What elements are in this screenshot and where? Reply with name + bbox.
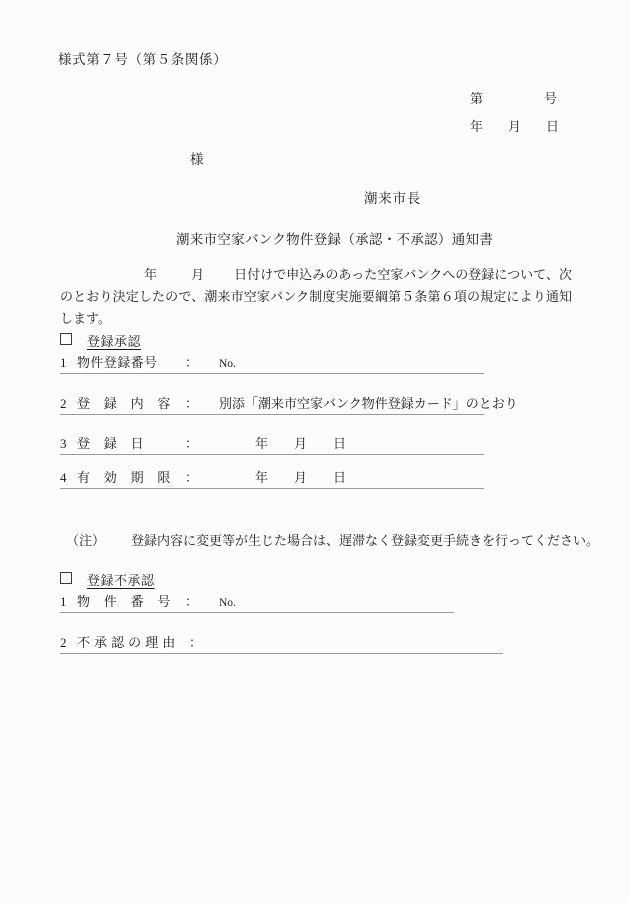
note-text: 登録内容に変更等が生じた場合は、遅滞なく登録変更手続きを行ってください。: [131, 533, 600, 548]
date-year-label: 年: [470, 119, 484, 134]
document-date-row: [470, 116, 576, 135]
body-paragraph: [60, 264, 572, 330]
addressee-suffix: 様: [190, 152, 204, 167]
rejected-item-1-label: 物 件 番 号: [77, 594, 171, 609]
date-month-label: 月: [508, 119, 522, 134]
approved-item-1-index: 1: [60, 355, 67, 370]
rejected-item-2-index: 2: [60, 635, 67, 650]
rejected-item-1: [60, 591, 454, 613]
approved-item-2-label: 登 録 内 容: [77, 396, 171, 411]
document-number-label: 第: [470, 91, 484, 106]
rejected-item-2: [60, 632, 503, 654]
approved-item-4-value: 年 月 日: [255, 470, 347, 485]
rejected-item-1-colon: ：: [185, 594, 199, 609]
note-line: [66, 530, 599, 549]
approved-item-1: [60, 352, 484, 374]
document-number-row: 第 号: [470, 88, 576, 107]
approved-item-3-value: 年 月 日: [255, 436, 347, 451]
approved-item-4-colon: ：: [185, 470, 199, 485]
approved-item-3-label: 登 録 日: [77, 436, 145, 451]
approved-heading-label: 登録承認: [87, 334, 142, 349]
approved-item-4-index: 4: [60, 470, 67, 485]
approved-item-1-colon: ：: [185, 355, 199, 370]
approved-item-2-value: 別添「潮来市空家バンク物件登録カード」のとおり: [219, 396, 518, 411]
approved-item-2-colon: ：: [185, 396, 199, 411]
date-day-label: 日: [546, 119, 560, 134]
document-title: 潮来市空家バンク物件登録（承認・不承認）通知書: [176, 232, 494, 247]
approved-section-heading: [60, 331, 141, 350]
approved-item-3-colon: ：: [185, 436, 199, 451]
body-text-part2: 決定したので、潮来市空家バンク制度実施要綱第５条第６項の規定により通知します。: [60, 289, 572, 326]
approved-item-2: [60, 393, 518, 415]
rejected-item-2-label: 不 承 認 の 理 由: [77, 635, 176, 650]
note-marker: （注）: [66, 533, 106, 548]
document-number-block: [470, 88, 576, 135]
approved-item-4-label: 有 効 期 限: [77, 470, 171, 485]
approved-item-3: [60, 433, 484, 455]
issuer-name: 潮来市長: [364, 191, 422, 206]
rejected-item-2-colon: ：: [189, 635, 203, 650]
approved-item-3-index: 3: [60, 436, 67, 451]
rejected-item-1-value: No.: [219, 597, 236, 609]
body-text-part1: 日付けで申込みのあった空家バンクへの登録について、次のとおり: [60, 267, 572, 304]
rejected-heading-label: 登録不承認: [87, 573, 155, 588]
form-number: 様式第７号（第５条関係）: [58, 52, 228, 67]
approved-item-2-index: 2: [60, 396, 67, 411]
approved-item-4: [60, 467, 484, 489]
rejected-section-heading: [60, 570, 155, 589]
body-date-month: 月: [191, 267, 205, 282]
checkbox-rejected[interactable]: [60, 572, 72, 584]
approved-item-1-value: No.: [219, 358, 236, 370]
checkbox-approved[interactable]: [60, 333, 72, 345]
body-date-year: 年: [144, 267, 158, 282]
rejected-item-1-index: 1: [60, 594, 67, 609]
approved-item-1-label: 物件登録番号: [77, 355, 158, 370]
